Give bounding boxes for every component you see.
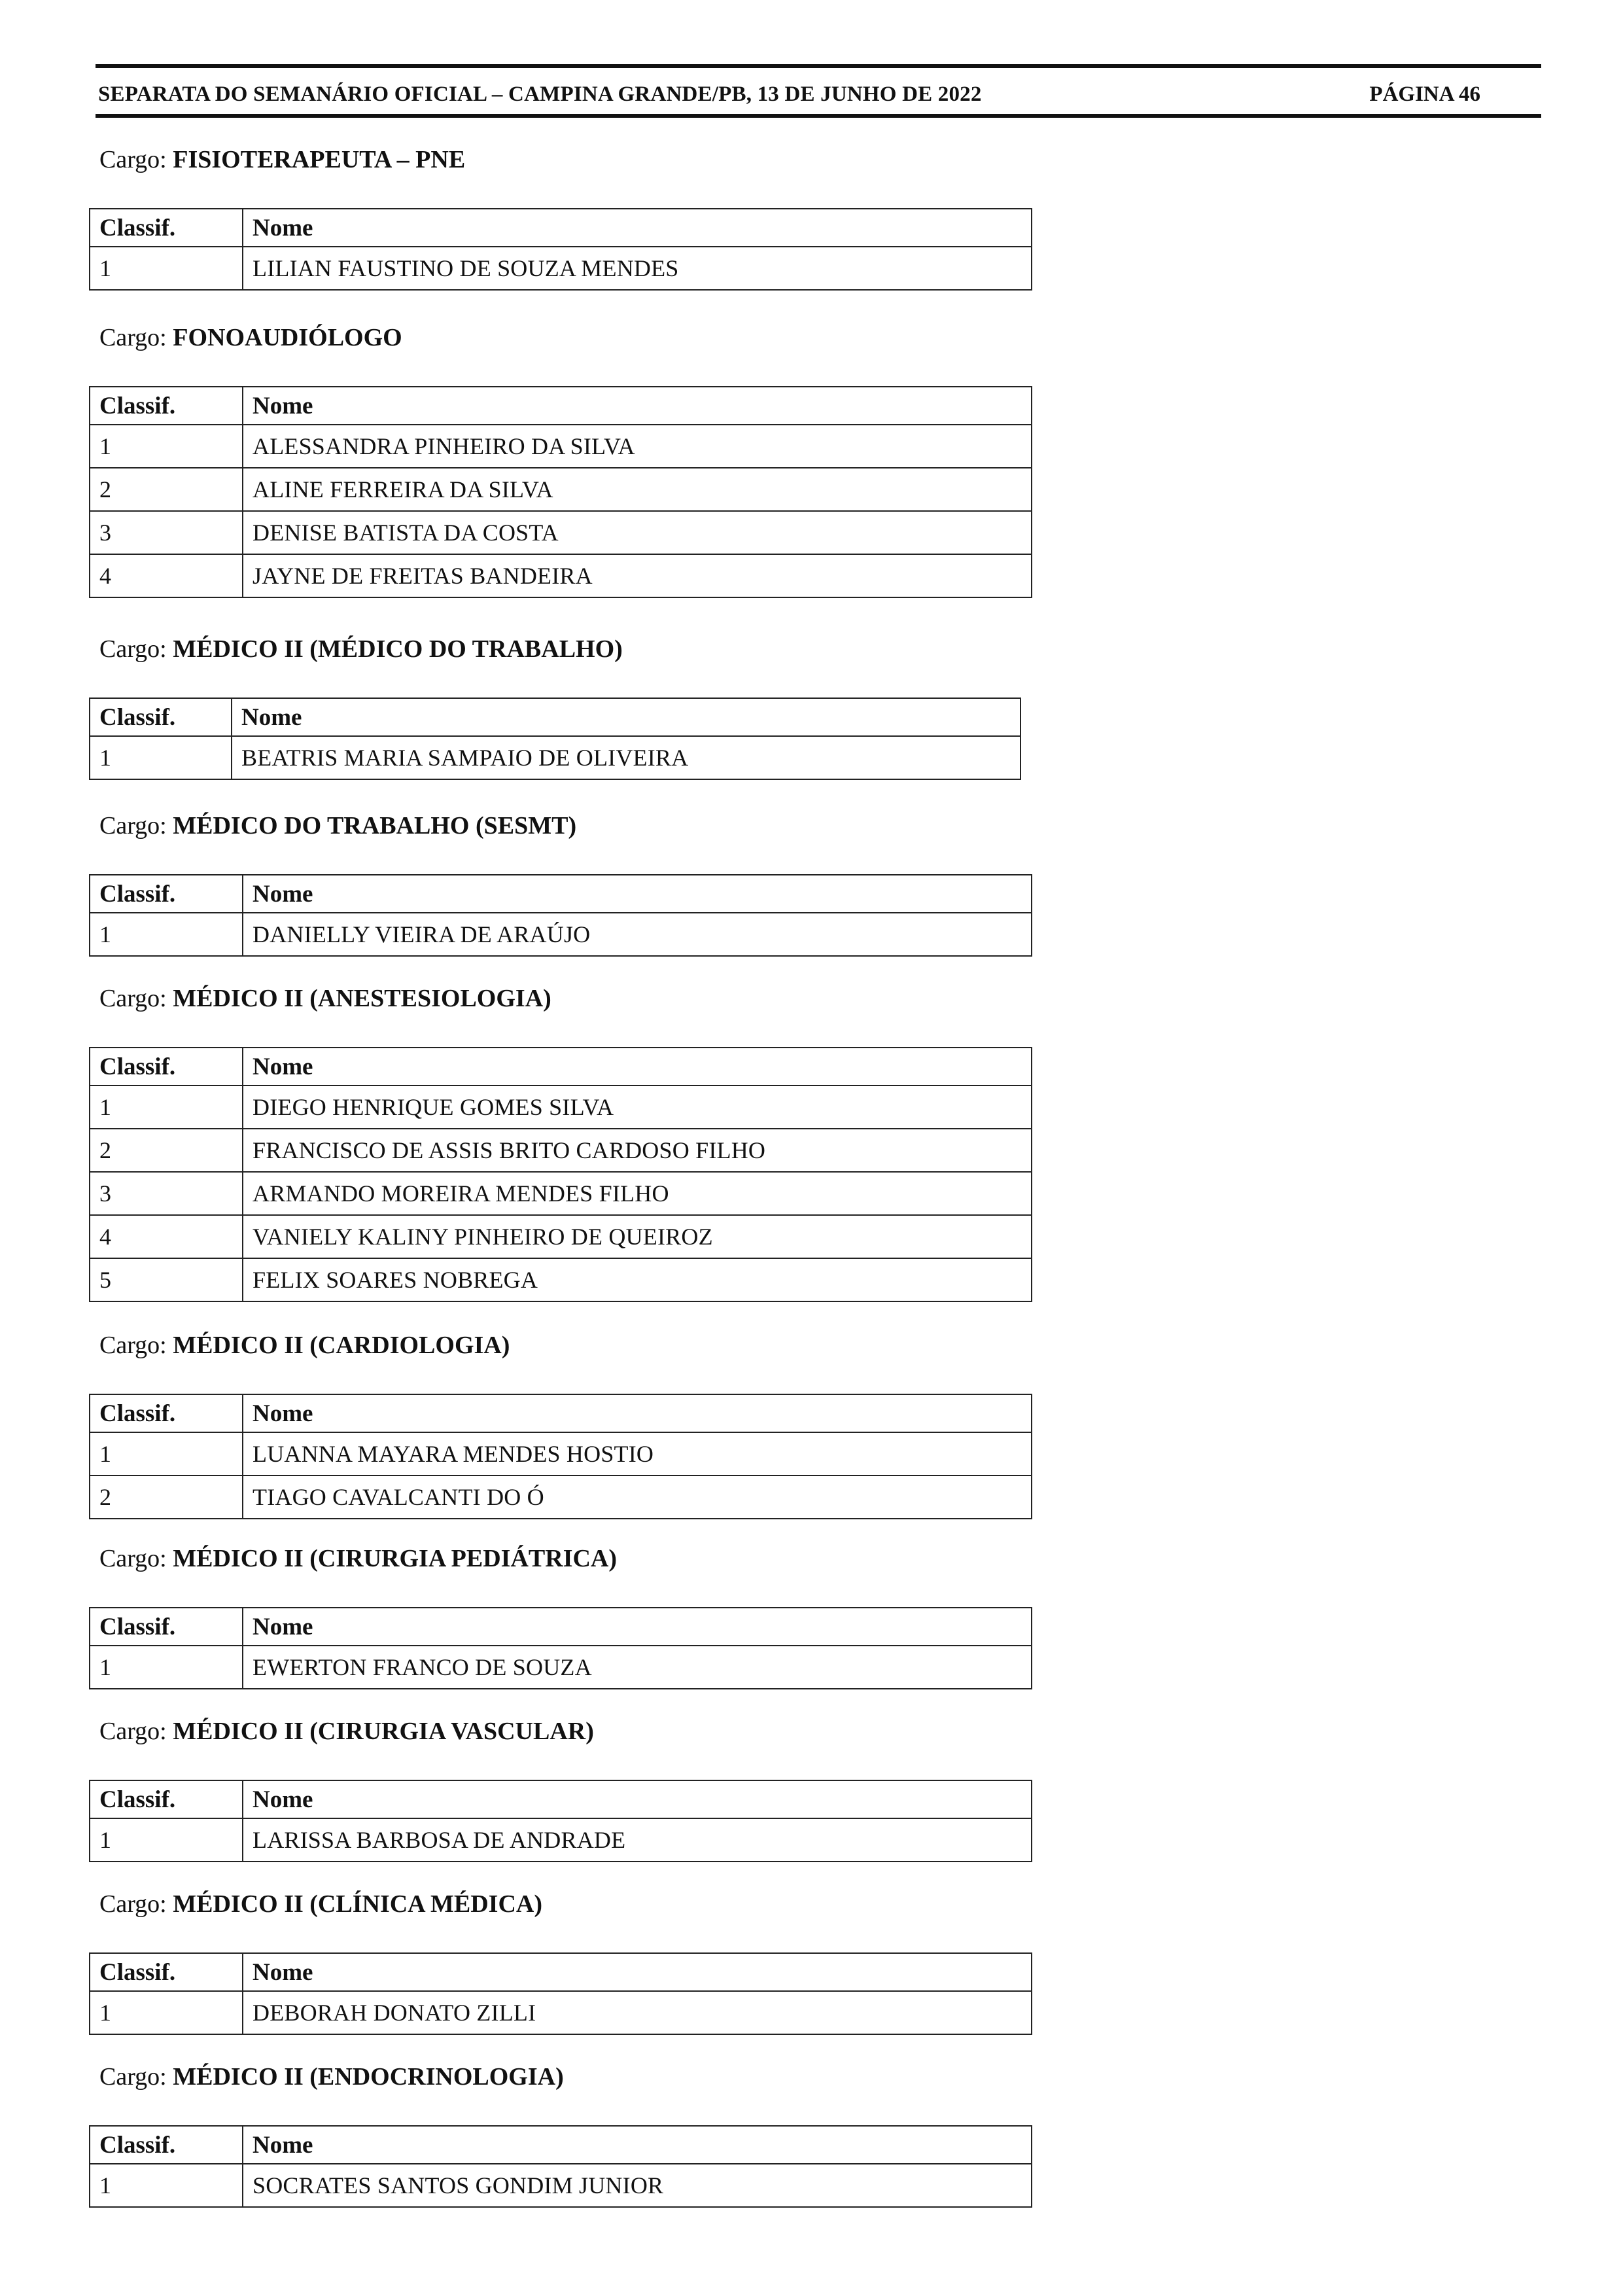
classif-cell: 1	[90, 736, 232, 779]
cargo-name: MÉDICO II (CIRURGIA PEDIÁTRICA)	[173, 1545, 618, 1572]
classification-table	[89, 1047, 1032, 1302]
column-header-classif: Classif.	[90, 1048, 243, 1086]
column-header-classif: Classif.	[90, 2126, 243, 2164]
cargo-name: FONOAUDIÓLOGO	[173, 324, 402, 351]
cargo-prefix: Cargo:	[99, 812, 167, 839]
cargo-heading	[99, 1331, 510, 1360]
header-title: SEPARATA DO SEMANÁRIO OFICIAL – CAMPINA GRANDE/PB, 13 DE JUNHO DE 2022	[98, 82, 982, 106]
column-header-nome: Nome	[243, 1394, 1032, 1432]
table-row	[90, 1258, 1032, 1301]
table-header-row	[90, 1608, 1032, 1646]
classif-cell: 2	[90, 468, 243, 511]
classif-cell: 2	[90, 1129, 243, 1172]
table-header-row	[90, 1780, 1032, 1818]
cargo-name: FISIOTERAPEUTA – PNE	[173, 146, 466, 173]
page-number: PÁGINA 46	[1369, 82, 1480, 106]
classif-cell: 1	[90, 1991, 243, 2034]
cargo-heading	[99, 2062, 564, 2091]
column-header-nome: Nome	[243, 1608, 1032, 1646]
table-header-row	[90, 1048, 1032, 1086]
cargo-prefix: Cargo:	[99, 2063, 167, 2091]
nome-cell: LARISSA BARBOSA DE ANDRADE	[243, 1818, 1032, 1862]
cargo-prefix: Cargo:	[99, 985, 167, 1012]
cargo-name: MÉDICO II (ENDOCRINOLOGIA)	[173, 2063, 564, 2091]
classification-table	[89, 874, 1032, 957]
column-header-classif: Classif.	[90, 698, 232, 736]
table-row	[90, 554, 1032, 597]
classif-cell: 1	[90, 247, 243, 290]
table-header-row	[90, 2126, 1032, 2164]
column-header-classif: Classif.	[90, 209, 243, 247]
table-row	[90, 468, 1032, 511]
nome-cell: ALESSANDRA PINHEIRO DA SILVA	[243, 425, 1032, 468]
cargo-heading	[99, 1890, 542, 1918]
table-row	[90, 2164, 1032, 2207]
classif-cell: 1	[90, 2164, 243, 2207]
nome-cell: VANIELY KALINY PINHEIRO DE QUEIROZ	[243, 1215, 1032, 1258]
table-row	[90, 1086, 1032, 1129]
classification-table	[89, 1952, 1032, 2035]
classif-cell: 2	[90, 1475, 243, 1519]
nome-cell: ALINE FERREIRA DA SILVA	[243, 468, 1032, 511]
column-header-nome: Nome	[243, 875, 1032, 913]
column-header-nome: Nome	[243, 209, 1032, 247]
classif-cell: 3	[90, 1172, 243, 1215]
cargo-prefix: Cargo:	[99, 1332, 167, 1359]
column-header-nome: Nome	[243, 1953, 1032, 1991]
cargo-name: MÉDICO II (CLÍNICA MÉDICA)	[173, 1890, 542, 1918]
cargo-heading	[99, 635, 623, 663]
cargo-name: MÉDICO II (ANESTESIOLOGIA)	[173, 985, 551, 1012]
classification-table	[89, 386, 1032, 598]
classification-table	[89, 1780, 1032, 1862]
table-row	[90, 1475, 1032, 1519]
table-header-row	[90, 875, 1032, 913]
column-header-nome: Nome	[243, 1048, 1032, 1086]
column-header-classif: Classif.	[90, 1608, 243, 1646]
nome-cell: LUANNA MAYARA MENDES HOSTIO	[243, 1432, 1032, 1475]
table-row	[90, 425, 1032, 468]
column-header-nome: Nome	[243, 387, 1032, 425]
column-header-classif: Classif.	[90, 1780, 243, 1818]
classif-cell: 5	[90, 1258, 243, 1301]
page-header	[96, 64, 1541, 118]
table-header-row	[90, 209, 1032, 247]
nome-cell: BEATRIS MARIA SAMPAIO DE OLIVEIRA	[232, 736, 1021, 779]
table-header-row	[90, 698, 1021, 736]
nome-cell: EWERTON FRANCO DE SOUZA	[243, 1646, 1032, 1689]
table-row	[90, 1818, 1032, 1862]
nome-cell: DIEGO HENRIQUE GOMES SILVA	[243, 1086, 1032, 1129]
classif-cell: 4	[90, 554, 243, 597]
cargo-prefix: Cargo:	[99, 1718, 167, 1745]
cargo-heading	[99, 984, 551, 1013]
column-header-classif: Classif.	[90, 387, 243, 425]
nome-cell: DENISE BATISTA DA COSTA	[243, 511, 1032, 554]
column-header-classif: Classif.	[90, 1394, 243, 1432]
column-header-nome: Nome	[232, 698, 1021, 736]
classification-table	[89, 1394, 1032, 1519]
classif-cell: 1	[90, 1432, 243, 1475]
nome-cell: SOCRATES SANTOS GONDIM JUNIOR	[243, 2164, 1032, 2207]
cargo-prefix: Cargo:	[99, 1890, 167, 1918]
nome-cell: ARMANDO MOREIRA MENDES FILHO	[243, 1172, 1032, 1215]
cargo-heading	[99, 323, 402, 352]
nome-cell: FRANCISCO DE ASSIS BRITO CARDOSO FILHO	[243, 1129, 1032, 1172]
table-row	[90, 247, 1032, 290]
classification-table	[89, 2125, 1032, 2208]
column-header-nome: Nome	[243, 2126, 1032, 2164]
nome-cell: DEBORAH DONATO ZILLI	[243, 1991, 1032, 2034]
table-row	[90, 1129, 1032, 1172]
cargo-heading	[99, 1717, 594, 1746]
cargo-name: MÉDICO II (CARDIOLOGIA)	[173, 1332, 510, 1359]
nome-cell: JAYNE DE FREITAS BANDEIRA	[243, 554, 1032, 597]
cargo-name: MÉDICO II (MÉDICO DO TRABALHO)	[173, 635, 623, 663]
nome-cell: FELIX SOARES NOBREGA	[243, 1258, 1032, 1301]
table-row	[90, 736, 1021, 779]
table-header-row	[90, 387, 1032, 425]
column-header-nome: Nome	[243, 1780, 1032, 1818]
classif-cell: 1	[90, 913, 243, 956]
cargo-heading	[99, 1544, 617, 1573]
classif-cell: 4	[90, 1215, 243, 1258]
classification-table	[89, 698, 1021, 780]
table-row	[90, 1991, 1032, 2034]
classif-cell: 3	[90, 511, 243, 554]
table-header-row	[90, 1394, 1032, 1432]
cargo-prefix: Cargo:	[99, 146, 167, 173]
classification-table	[89, 208, 1032, 291]
cargo-prefix: Cargo:	[99, 324, 167, 351]
classification-table	[89, 1607, 1032, 1689]
column-header-classif: Classif.	[90, 1953, 243, 1991]
cargo-heading	[99, 145, 465, 174]
cargo-heading	[99, 811, 576, 840]
cargo-prefix: Cargo:	[99, 635, 167, 663]
nome-cell: DANIELLY VIEIRA DE ARAÚJO	[243, 913, 1032, 956]
cargo-name: MÉDICO II (CIRURGIA VASCULAR)	[173, 1718, 594, 1745]
classif-cell: 1	[90, 1818, 243, 1862]
classif-cell: 1	[90, 425, 243, 468]
table-row	[90, 913, 1032, 956]
cargo-prefix: Cargo:	[99, 1545, 167, 1572]
classif-cell: 1	[90, 1086, 243, 1129]
table-row	[90, 511, 1032, 554]
nome-cell: LILIAN FAUSTINO DE SOUZA MENDES	[243, 247, 1032, 290]
nome-cell: TIAGO CAVALCANTI DO Ó	[243, 1475, 1032, 1519]
classif-cell: 1	[90, 1646, 243, 1689]
table-row	[90, 1172, 1032, 1215]
column-header-classif: Classif.	[90, 875, 243, 913]
table-row	[90, 1432, 1032, 1475]
table-row	[90, 1215, 1032, 1258]
table-header-row	[90, 1953, 1032, 1991]
table-row	[90, 1646, 1032, 1689]
cargo-name: MÉDICO DO TRABALHO (SESMT)	[173, 812, 577, 839]
